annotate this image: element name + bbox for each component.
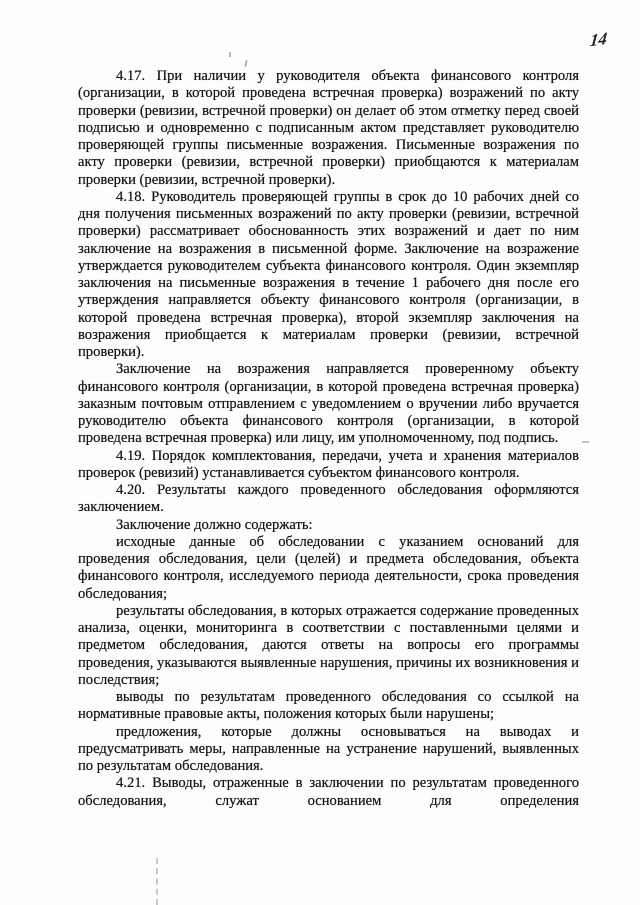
paragraph: 4.19. Порядок комплектования, передачи, учета и хранения материалов проверок (ревизий) устанавливается субъектом финансового контроля. xyxy=(78,447,579,481)
scan-speck-artifact xyxy=(244,60,247,67)
paragraph: Заключение на возражения направляется проверенному объекту финансового контроля (организации, в которой проведена встречная проверка) заказным почтовым отправлением с уведомлением о вручении либо вручается руководителю объекта финансового контроля (организации, в которой проведена встречная проверка) или лицу, им уполномоченному, под подпись. xyxy=(78,361,579,447)
document-text-block xyxy=(78,68,579,810)
scan-dash-artifact xyxy=(582,441,589,443)
paragraph: 4.17. При наличии у руководителя объекта финансового контроля (организации, в которой проведена встречная проверка) возражений по акту проверки (ревизии, встречной проверки) он делает об этом отметку перед своей подписью и одновременно с подписанным актом представляет руководителю проверяющей группы письменные возражения. Письменные возражения по акту проверки (ревизии, встречной проверки) приобщаются к материалам проверки (ревизии, встречной проверки). xyxy=(78,68,579,188)
paragraph: 4.18. Руководитель проверяющей группы в срок до 10 рабочих дней со дня получения письменных возражений по акту проверки (ревизии, встречной проверки) рассматривает обоснованность этих возражений и дает по ним заключение на возражения в письменной форме. Заключение на возражение утверждается руководителем субъекта финансового контроля. Один экземпляр заключения на письменные возражения в течение 1 рабочего дня после его утверждения направляется объекту финансового контроля (организации, в которой проведена встречная проверка), второй экземпляр заключения на возражения приобщается к материалам проверки (ревизии, встречной проверки). xyxy=(78,188,579,360)
paragraph: исходные данные об обследовании с указанием оснований для проведения обследования, цели (целей) и предмета обследования, объекта финансового контроля, исследуемого периода деятельности, срока проведения обследования; xyxy=(78,533,579,602)
paragraph: 4.20. Результаты каждого проведенного обследования оформляются заключением. xyxy=(78,482,579,516)
handwritten-page-number: 14 xyxy=(589,28,608,51)
scan-speck-artifact xyxy=(229,52,231,57)
paragraph: результаты обследования, в которых отражается содержание проведенных анализа, оценки, мониторинга в соответствии с поставленными целями и предметом обследования, даются ответы на вопросы его программы проведения, указываются выявленные нарушения, причины их возникновения и последствия; xyxy=(78,602,579,688)
scan-dashed-line-artifact xyxy=(156,858,158,905)
paragraph: выводы по результатам проведенного обследования со ссылкой на нормативные правовые акты, положения которых были нарушены; xyxy=(78,689,579,723)
paragraph: 4.21. Выводы, отраженные в заключении по результатам проведенного обследования, служат основанием для определения xyxy=(78,775,579,809)
paragraph: Заключение должно содержать: xyxy=(116,516,313,533)
paragraph: предложения, которые должны основываться на выводах и предусматривать меры, направленные на устранение нарушений, выявленных по результатам обследования. xyxy=(78,723,579,774)
